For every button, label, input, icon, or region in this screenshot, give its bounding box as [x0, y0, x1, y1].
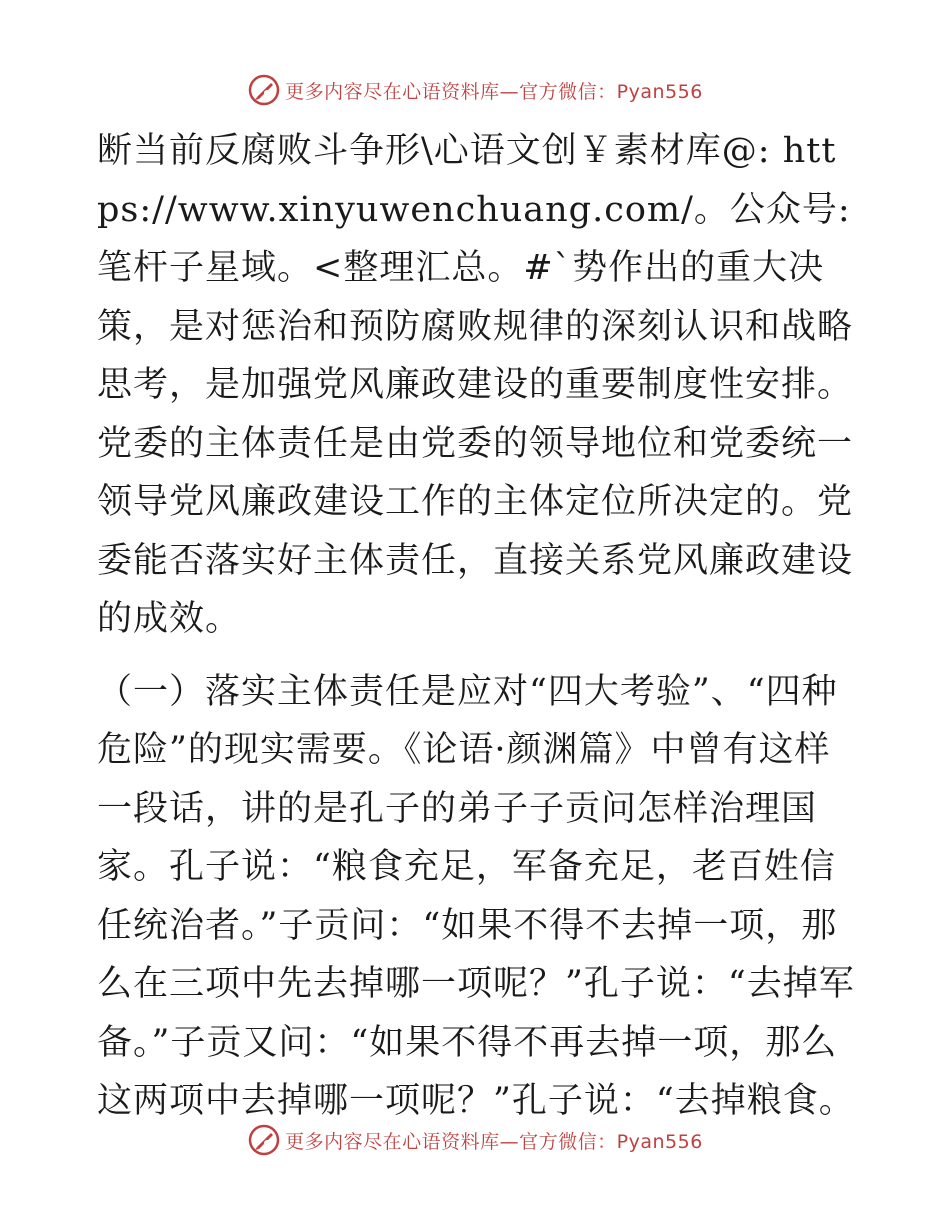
red-pen-seal-icon — [247, 73, 281, 107]
header-banner — [0, 70, 950, 110]
paragraph-1: 断当前反腐败斗争形\心语文创￥素材库@: https://www.xinyuwenchuang.com/。公众号: 笔杆子星域。<整理汇总。#`势作出的重大决策，是对惩治和预防腐败规律的深刻认识和战略思考，是加强党风廉政建设的重要制度性安排。党委的主体责任是由党委的领导地位和党委统一领导党风廉政建设工作的主体定位所决定的。党委能否落实好主体责任，直接关系党风廉政建设的成效。 — [97, 131, 854, 639]
banner-text — [285, 77, 703, 104]
banner-handle: Pyan556 — [616, 1130, 703, 1153]
footer-banner — [0, 1120, 950, 1160]
paragraph-2: （一）落实主体责任是应对“四大考验”、“四种危险”的现实需要。《论语·颜渊篇》中曾有这样一段话，讲的是孔子的弟子子贡问怎样治理国家。孔子说：“粮食充足，军备充足，老百姓信任统治者。”子贡问：“如果不得不去掉一项，那么在三项中先去掉哪一项呢？”孔子说：“去掉军备。”子贡又问：“如果不得不再去掉一项，那么这两项中去掉哪一项呢？”孔子说：“去掉粮食。 — [97, 671, 855, 1121]
red-pen-seal-icon — [247, 1123, 281, 1157]
banner-text — [285, 1127, 703, 1154]
banner-main-text: 更多内容尽在心语资料库—官方微信： — [285, 80, 617, 103]
banner-main-text: 更多内容尽在心语资料库—官方微信： — [285, 1130, 617, 1153]
banner-handle: Pyan556 — [616, 80, 703, 103]
document-body — [97, 122, 857, 1131]
